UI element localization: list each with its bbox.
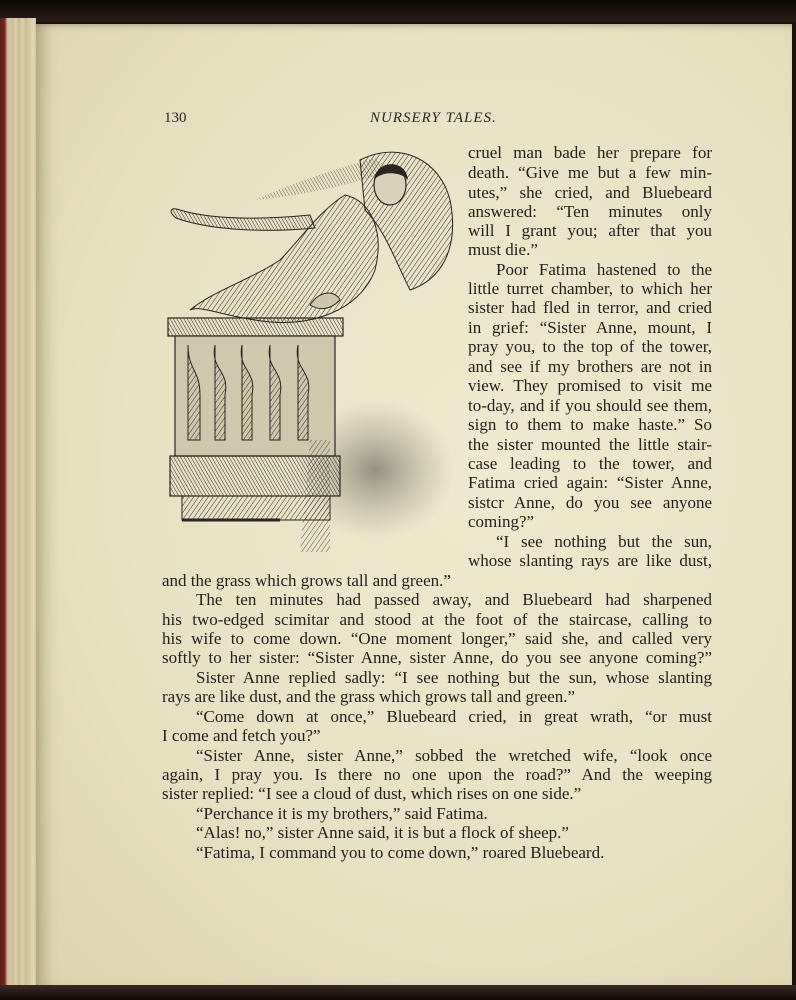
text-line: little turret chamber, to which her [468, 279, 712, 298]
text-line: coming?” [468, 512, 535, 531]
text-line: must die.” [468, 240, 538, 259]
text-line: case leading to the tower, and [468, 454, 712, 473]
book-bottom-edge [0, 985, 796, 1000]
text-line: will I grant you; after that you [468, 221, 712, 240]
text-line: sign to them to make haste.” So [468, 415, 712, 434]
text-line: the sister mounted the little stair- [468, 435, 712, 454]
text-line: his two-edged scimitar and stood at the foot of the staircase, calling to [162, 610, 712, 629]
text-line: sister replied: “I see a cloud of dust, which rises on one side.” [162, 784, 582, 803]
text-line: The ten minutes had passed away, and Bluebeard had sharpened [196, 590, 712, 609]
text-line: “Come down at once,” Bluebeard cried, in great wrath, “or must [196, 707, 712, 726]
text-line: softly to her sister: “Sister Anne, sister Anne, do you see anyone coming?” [162, 648, 712, 667]
text-line: “Fatima, I command you to come down,” roared Bluebeard. [196, 843, 605, 862]
text-line: Sister Anne replied sadly: “I see nothing but the sun, whose slanting [196, 668, 712, 687]
text-line: rays are like dust, and the grass which grows tall and green.” [162, 687, 576, 706]
text-line: death. “Give me but a few min- [468, 163, 712, 182]
page-number: 130 [164, 110, 187, 126]
text-line: to-day, and if you should see them, [468, 396, 712, 415]
text-line: Fatima cried again: “Sister Anne, [468, 473, 712, 492]
book-spine-edge [0, 18, 36, 990]
text-line: utes,” she cried, and Bluebeard [468, 183, 712, 202]
text-line: cruel man bade her prepare for [468, 143, 712, 162]
text-line: view. They promised to visit me [468, 376, 712, 395]
running-head: NURSERY TALES. [370, 110, 497, 126]
text-line: sister had fled in terror, and cried [468, 298, 712, 317]
text-line: his wife to come down. “One moment longer,” said she, and called very [162, 629, 712, 648]
text-line: whose slanting rays are like dust, [468, 551, 712, 570]
text-line: “Alas! no,” sister Anne said, it is but a flock of sheep.” [196, 823, 569, 842]
text-line: sistсr Anne, do you see anyone [468, 493, 712, 512]
text-line: in grief: “Sister Anne, mount, I [468, 318, 712, 337]
text-line: “Sister Anne, sister Anne,” sobbed the wretched wife, “look once [196, 746, 712, 765]
text-line: again, I pray you. Is there no one upon the road?” And the weeping [162, 765, 712, 784]
text-line: I come and fetch you?” [162, 726, 321, 745]
book-top-edge [0, 0, 796, 22]
fatima-balcony-illustration [160, 140, 462, 552]
text-line: and see if my brothers are not in [468, 357, 712, 376]
text-line: “Perchance it is my brothers,” said Fatima. [196, 804, 488, 823]
text-line: “I see nothing but the sun, [496, 532, 712, 551]
text-line: Poor Fatima hastened to the [496, 260, 712, 279]
text-line: pray you, to the top of the tower, [468, 337, 712, 356]
text-line: answered: “Ten minutes only [468, 202, 712, 221]
text-line: and the grass which grows tall and green.” [162, 571, 451, 590]
